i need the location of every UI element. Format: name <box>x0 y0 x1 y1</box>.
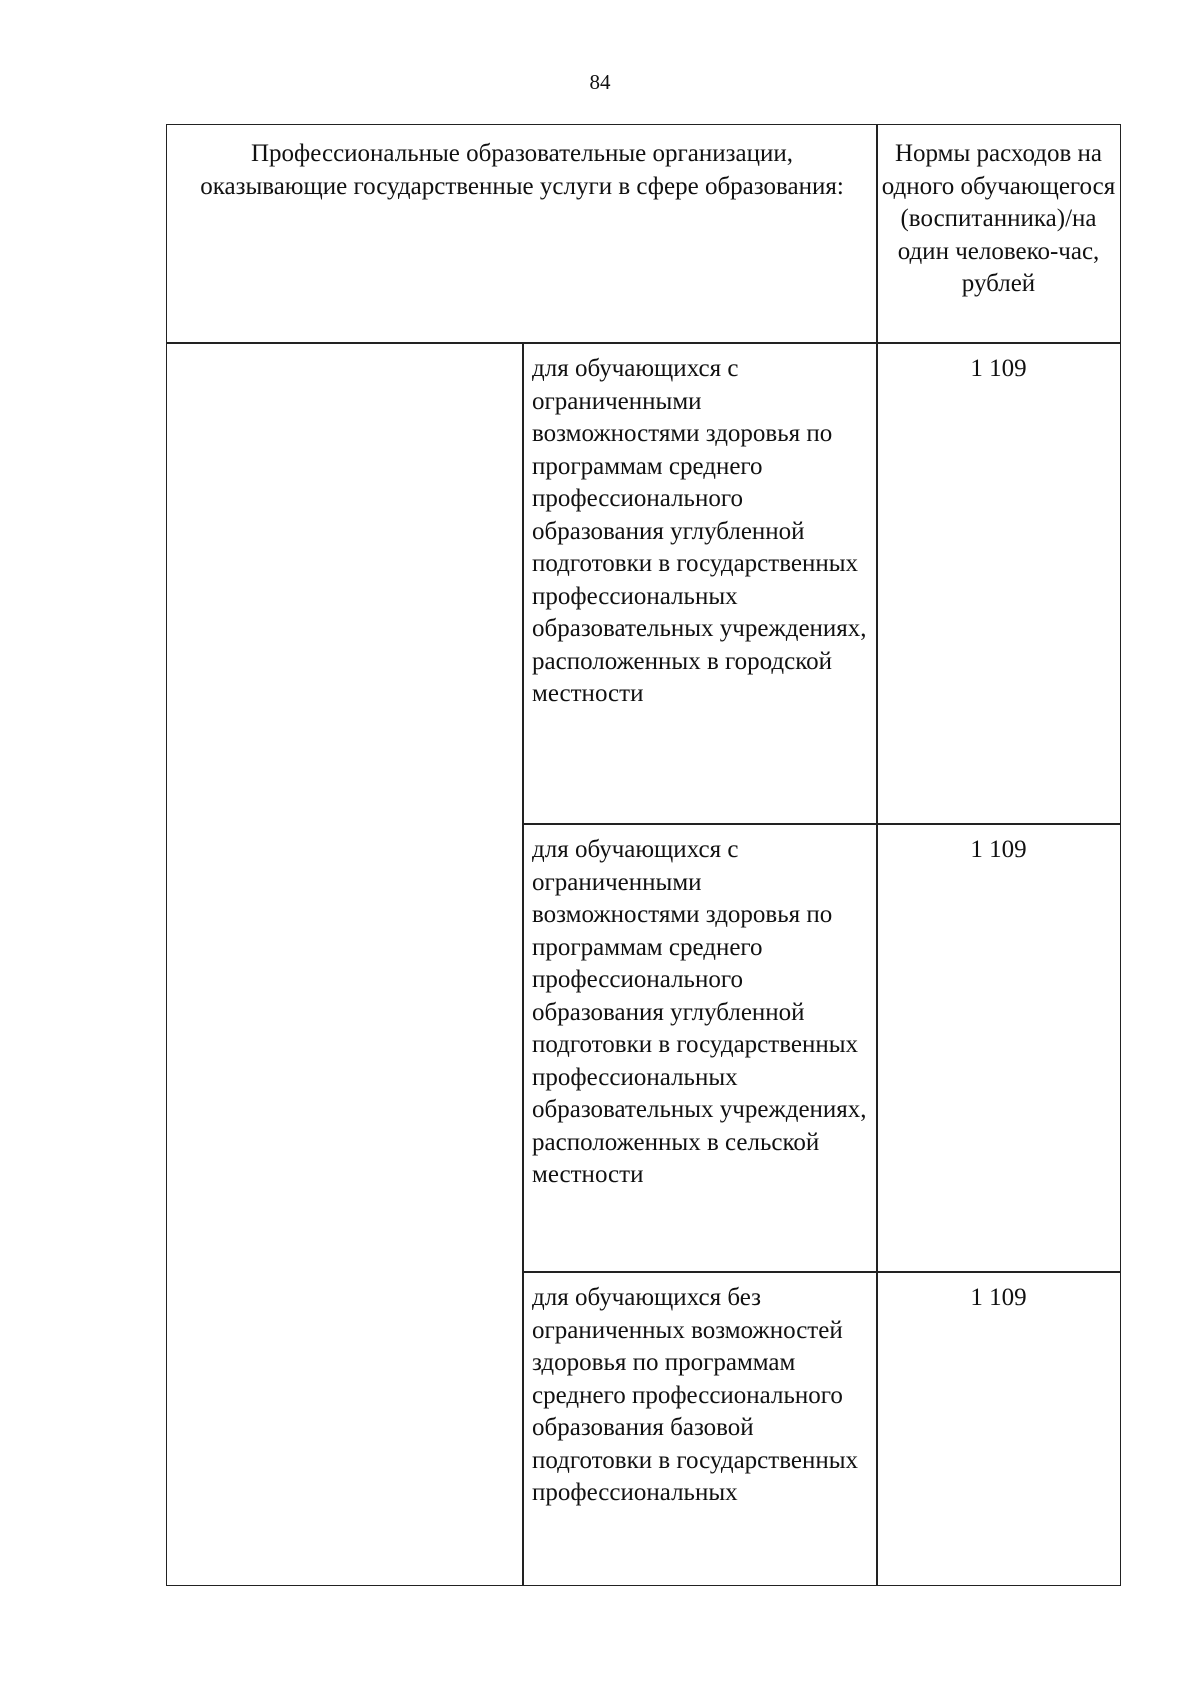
header-norms: Нормы расходов на одного обучающегося (воспитанника)/на один человеко-час, рублей <box>881 140 1116 297</box>
row-1-description: для обучающихся с ограниченными возможностями здоровья по программам среднего профессионального образования углубленной подготовки в государственных профессиональных образовательных учреждениях, расположенных в городской местности <box>532 355 867 707</box>
row-3-value: 1 109 <box>970 1284 1027 1311</box>
header-organizations: Профессиональные образовательные организации, оказывающие государственные услуги в сфере образования: <box>200 140 844 200</box>
norms-table <box>166 124 1121 1586</box>
row-2-description: для обучающихся с ограниченными возможностями здоровья по программам среднего профессионального образования углубленной подготовки в государственных профессиональных образовательных учреждениях, расположенных в сельской местности <box>532 836 867 1188</box>
row-2-value: 1 109 <box>970 836 1027 863</box>
row-3-description: для обучающихся без ограниченных возможностей здоровья по программам среднего профессионального образования базовой подготовки в государственных профессиональных <box>532 1284 859 1506</box>
page-number: 84 <box>589 70 611 94</box>
row-1-value: 1 109 <box>970 355 1027 382</box>
